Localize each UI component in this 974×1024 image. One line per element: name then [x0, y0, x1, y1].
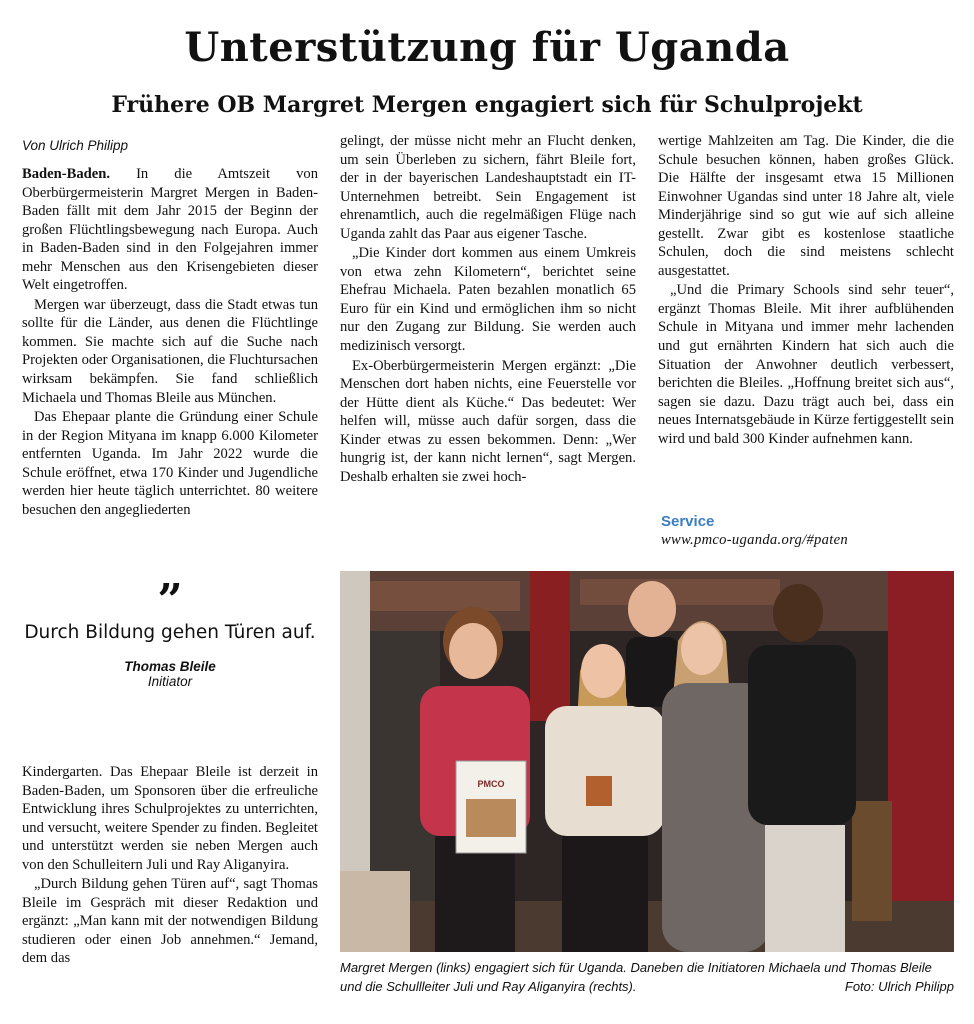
paragraph: Kindergarten. Das Ehepaar Bleile ist derzeit in Baden-Baden, um Sponsoren über die erfreuliche Entwicklung ihres Schulprojektes zu unterrichten, und versucht, weitere Spender zu finden. Begleitet und unterstützt werden sie neben Mergen auch von den Schulleitern Juli und Ray Aliganyira. [22, 764, 318, 873]
group-photo [340, 571, 954, 952]
booklet-label: PMCO [477, 779, 505, 789]
paragraph: „Und die Primary Schools sind sehr teuer“, ergänzt Thomas Bleile. Mit ihrer aufblühenden Schule in Mityana und immer mehr lachenden und gut ernährten Kindern hat sich auch die Situation der Anwohner deutlich verbessert, berichten die Bleiles. „Hoffnung breitet sich aus“, sagen sie dazu. Dazu trägt auch bei, dass ein neues Internatsgebäude in Kürze fertiggestellt sein wird und bald 300 Kinder aufnehmen kann. [658, 282, 954, 447]
paragraph-text: In die Amtszeit von Oberbürgermeisterin Margret Mergen in Baden-Baden fällt mit dem Jahr 2015 der Beginn der großen Flüchtlingsbewegung nach Europa. Auch in Baden-Baden sind in den Folgejahren immer mehr Menschen aus den Krisengebieten dieser Welt eingetroffen. [22, 166, 318, 294]
quote-text: Durch Bildung gehen Türen auf. [24, 622, 316, 643]
pull-quote [22, 575, 318, 689]
paragraph: „Durch Bildung gehen Türen auf“, sagt Thomas Bleile im Gespräch mit dieser Redaktion und ergänzt: „Man kann mit der notwendigen Bildung studieren oder einen Job annehmen.“ Jemand, dem das [22, 876, 318, 967]
paragraph [22, 165, 318, 295]
byline: Von Ulrich Philipp [22, 138, 129, 153]
quote-mark-icon: ” [157, 575, 183, 626]
paragraph: Mergen war überzeugt, dass die Stadt etwas tun sollte für die Länder, aus denen die Flüchtlinge kommen. Sie machte sich auf die Suche nach Projekten oder Organisationen, die Fluchtursachen wirksam bekämpfen. Sie fand schließlich Michaela und Thomas Bleile aus München. [22, 296, 318, 406]
service-link[interactable]: www.pmco-uganda.org/#paten [661, 532, 848, 548]
paragraph: „Die Kinder dort kommen aus einem Umkreis von etwa zehn Kilometern“, berichtet seine Ehefrau Michaela. Paten bezahlen monatlich 65 Euro für ein Kind und ermöglichen ihm so nicht nur den Zugang zur Bildung. Sie werden auch medizinisch versorgt. [340, 245, 636, 355]
paragraph: Das Ehepaar plante die Gründung einer Schule in der Region Mityana im knapp 6.000 Kilometer entfernten Uganda. Im Jahr 2022 wurde die Schule eröffnet, etwa 170 Kinder und Jugendliche werden hier heute täglich unterrichtet. 80 weitere besuchen den angegliederten [22, 409, 318, 518]
photo-caption [340, 958, 954, 996]
photo-credit: Foto: Ulrich Philipp [844, 979, 954, 994]
headline: Unterstützung für Uganda [184, 24, 790, 71]
quote-role: Initiator [147, 674, 193, 689]
caption-text: Margret Mergen (links) engagiert sich für Uganda. Daneben die Initiatoren Michaela und Thomas Bleile und die Schullleiter Juli und Ray Aliganyira (rechts). [340, 960, 932, 994]
article-column-1 [22, 165, 318, 519]
group-photo-illustration [340, 571, 954, 952]
subheadline: Frühere OB Margret Mergen engagiert sich für Schulprojekt [111, 92, 863, 118]
article-column-1-continued [22, 763, 318, 968]
article-column-3 [658, 132, 954, 448]
quote-author: Thomas Bleile [124, 659, 216, 674]
service-title: Service [661, 513, 715, 530]
article-column-2 [340, 132, 636, 486]
paragraph: wertige Mahlzeiten am Tag. Die Kinder, die die Schule besuchen können, haben großes Glück. Die Hälfte der insgesamt etwa 15 Millionen Einwohner Ugandas sind unter 18 Jahre alt, viele Minderjährige sind so gut wie auf sich alleine gestellt. Zwar gibt es kostenlose staatliche Schulen, doch die sind meistens schlecht ausgestattet. [658, 133, 954, 279]
paragraph: Ex-Oberbürgermeisterin Mergen ergänzt: „Die Menschen dort haben nichts, eine Feuerstelle vor der Hütte dient als Küche.“ Das bedeutet: Wer helfen will, müsse auch dafür sorgen, dass die Kinder etwas zu essen bekommen. Denn: „Wer hungrig ist, der kann nicht lernen“, sagt Mergen. Deshalb erhalten sie zwei hoch- [340, 357, 636, 485]
dateline: Baden-Baden. [22, 166, 110, 182]
paragraph: gelingt, der müsse nicht mehr an Flucht denken, um sein Überleben zu sichern, fährt Bleile fort, der in der bayerischen Landeshauptstadt ein IT-Unternehmen betreibt. Sein Engagement ist ehrenamtlich, auch die regelmäßigen Flüge nach Uganda zahlt das Paar aus eigener Tasche. [340, 133, 636, 242]
